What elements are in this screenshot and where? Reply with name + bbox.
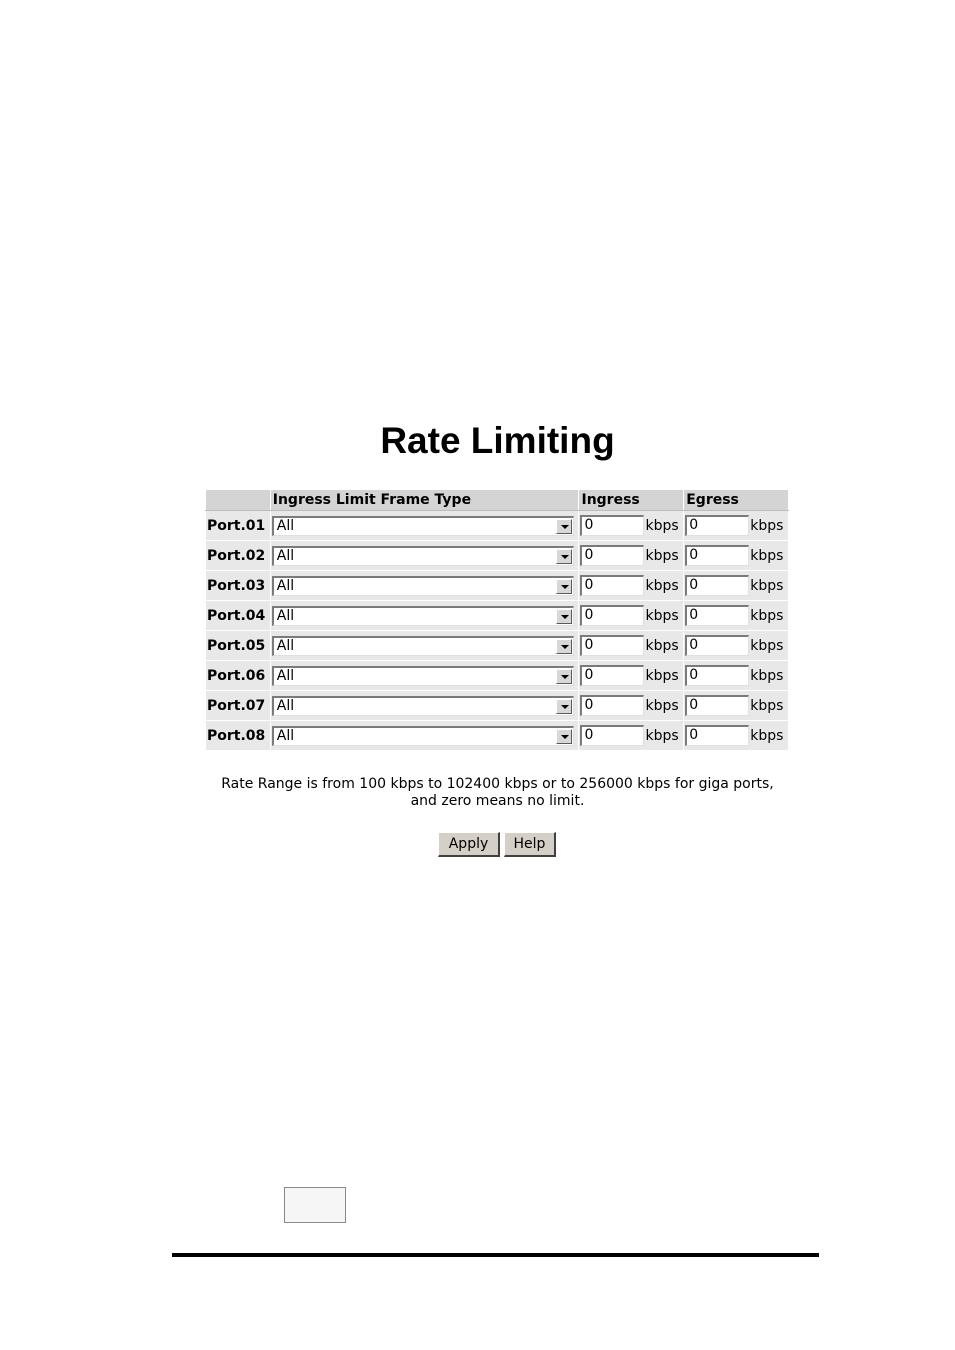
port-label: Port.05 — [206, 631, 271, 661]
egress-input[interactable]: 0 — [685, 695, 749, 716]
ingress-unit: kbps — [645, 637, 679, 654]
egress-cell — [684, 511, 789, 541]
frame-type-select[interactable] — [272, 576, 574, 596]
table-row — [206, 601, 789, 631]
frame-type-cell — [270, 721, 579, 751]
ingress-cell — [579, 541, 684, 571]
footer-rule — [172, 1253, 819, 1257]
frame-type-cell — [270, 631, 579, 661]
egress-cell — [684, 541, 789, 571]
frame-type-value: All — [276, 667, 295, 684]
egress-unit: kbps — [750, 577, 784, 594]
frame-type-cell — [270, 661, 579, 691]
ingress-input[interactable]: 0 — [580, 545, 644, 566]
chevron-down-icon[interactable] — [556, 639, 572, 654]
frame-type-cell — [270, 541, 579, 571]
egress-unit: kbps — [750, 517, 784, 534]
port-label: Port.08 — [206, 721, 271, 751]
egress-cell — [684, 721, 789, 751]
ingress-unit: kbps — [645, 607, 679, 624]
egress-unit: kbps — [750, 607, 784, 624]
chevron-down-icon[interactable] — [556, 579, 572, 594]
frame-type-value: All — [276, 577, 295, 594]
page-title: Rate Limiting — [380, 420, 615, 461]
frame-type-cell — [270, 511, 579, 541]
frame-type-select[interactable] — [272, 516, 574, 536]
ingress-unit: kbps — [645, 517, 679, 534]
ingress-input[interactable]: 0 — [580, 635, 644, 656]
port-label: Port.04 — [206, 601, 271, 631]
egress-input[interactable]: 0 — [685, 605, 749, 626]
egress-cell — [684, 661, 789, 691]
frame-type-select[interactable] — [272, 606, 574, 626]
egress-input[interactable]: 0 — [685, 635, 749, 656]
table-row — [206, 631, 789, 661]
ingress-input[interactable]: 0 — [580, 575, 644, 596]
egress-input[interactable]: 0 — [685, 575, 749, 596]
egress-input[interactable]: 0 — [685, 515, 749, 536]
frame-type-value: All — [276, 547, 295, 564]
frame-type-cell — [270, 691, 579, 721]
help-button[interactable]: Help — [504, 832, 556, 857]
frame-type-select[interactable] — [272, 666, 574, 686]
port-label: Port.01 — [206, 511, 271, 541]
ingress-input[interactable]: 0 — [580, 515, 644, 536]
blank-box — [284, 1187, 346, 1223]
ingress-input[interactable]: 0 — [580, 695, 644, 716]
table-row — [206, 661, 789, 691]
chevron-down-icon[interactable] — [556, 549, 572, 564]
egress-unit: kbps — [750, 727, 784, 744]
rate-range-note-line1: Rate Range is from 100 kbps to 102400 kbps or to 256000 kbps for giga ports, — [221, 776, 774, 792]
frame-type-value: All — [276, 637, 295, 654]
ingress-column-header: Ingress — [579, 490, 684, 511]
chevron-down-icon[interactable] — [556, 669, 572, 684]
ingress-cell — [579, 721, 684, 751]
egress-cell — [684, 631, 789, 661]
rate-range-note — [0, 776, 955, 810]
egress-input[interactable]: 0 — [685, 725, 749, 746]
ingress-unit: kbps — [645, 697, 679, 714]
chevron-down-icon[interactable] — [556, 729, 572, 744]
chevron-down-icon[interactable] — [556, 699, 572, 714]
ingress-unit: kbps — [645, 547, 679, 564]
table-row — [206, 571, 789, 601]
frame-type-value: All — [276, 727, 295, 744]
egress-input[interactable]: 0 — [685, 545, 749, 566]
rate-range-note-line2: and zero means no limit. — [410, 793, 585, 809]
frame-type-cell — [270, 571, 579, 601]
egress-unit: kbps — [750, 637, 784, 654]
rate-limit-table — [205, 489, 789, 751]
port-label: Port.06 — [206, 661, 271, 691]
frame-type-select[interactable] — [272, 726, 574, 746]
egress-cell — [684, 571, 789, 601]
egress-unit: kbps — [750, 697, 784, 714]
table-row — [206, 721, 789, 751]
ingress-cell — [579, 571, 684, 601]
frame-type-value: All — [276, 607, 295, 624]
frame-type-value: All — [276, 517, 295, 534]
ingress-cell — [579, 631, 684, 661]
ingress-unit: kbps — [645, 577, 679, 594]
egress-cell — [684, 691, 789, 721]
ingress-cell — [579, 691, 684, 721]
frame-type-select[interactable] — [272, 636, 574, 656]
port-label: Port.03 — [206, 571, 271, 601]
ingress-input[interactable]: 0 — [580, 665, 644, 686]
ingress-cell — [579, 511, 684, 541]
port-column-header — [206, 490, 271, 511]
ingress-unit: kbps — [645, 727, 679, 744]
ingress-input[interactable]: 0 — [580, 725, 644, 746]
ingress-input[interactable]: 0 — [580, 605, 644, 626]
chevron-down-icon[interactable] — [556, 609, 572, 624]
ingress-unit: kbps — [645, 667, 679, 684]
table-row — [206, 511, 789, 541]
apply-button[interactable]: Apply — [438, 832, 500, 857]
egress-unit: kbps — [750, 667, 784, 684]
egress-unit: kbps — [750, 547, 784, 564]
frame-type-select[interactable] — [272, 696, 574, 716]
egress-input[interactable]: 0 — [685, 665, 749, 686]
port-label: Port.02 — [206, 541, 271, 571]
ingress-cell — [579, 661, 684, 691]
ingress-cell — [579, 601, 684, 631]
frame-type-cell — [270, 601, 579, 631]
port-label: Port.07 — [206, 691, 271, 721]
egress-column-header: Egress — [684, 490, 789, 511]
chevron-down-icon[interactable] — [556, 519, 572, 534]
table-row — [206, 541, 789, 571]
table-header-row — [206, 490, 789, 511]
frame-type-value: All — [276, 697, 295, 714]
frame-type-select[interactable] — [272, 546, 574, 566]
table-row — [206, 691, 789, 721]
frame-type-column-header: Ingress Limit Frame Type — [270, 490, 579, 511]
egress-cell — [684, 601, 789, 631]
